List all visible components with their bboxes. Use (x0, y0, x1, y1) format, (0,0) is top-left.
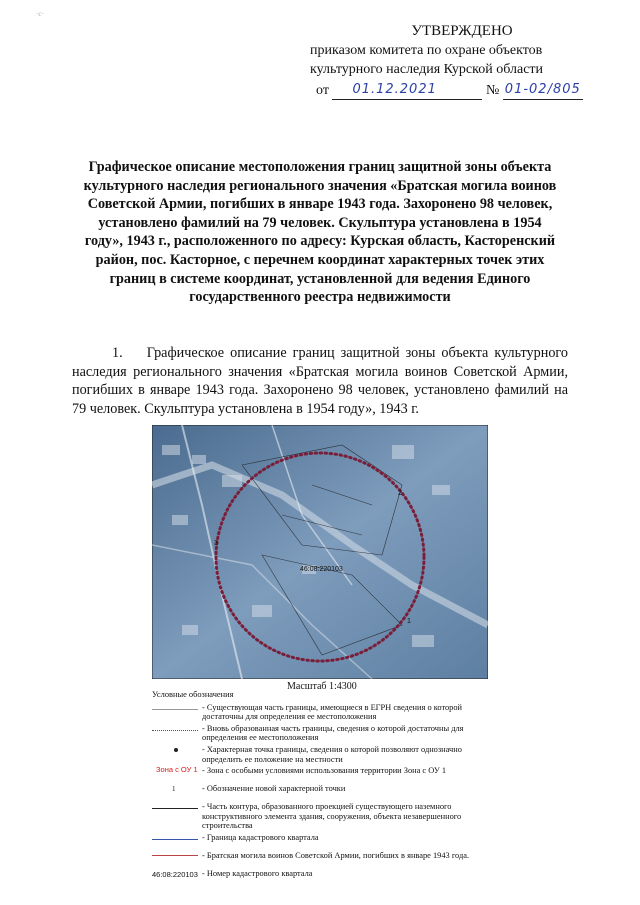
cadastral-number-symbol: 46:08:220103 (152, 869, 198, 879)
number-prefix: № (485, 83, 500, 98)
map-point-2: 2 (398, 490, 402, 497)
grave-symbol (152, 855, 198, 856)
legend-item: - Существующая часть границы, имеющиеся в ЕГРН сведения о которой достаточны для определения ее местоположения (152, 703, 482, 722)
approval-heading: УТВЕРЖДЕНО (411, 23, 513, 39)
number-underline (503, 83, 583, 100)
map-cadastral-label: 46:08:220103 (300, 566, 343, 573)
legend-item: - Братская могила воинов Советской Армии, погибших в январе 1943 года. (152, 851, 482, 867)
handwritten-date: 01.12.2021 (352, 82, 437, 97)
point-symbol (174, 748, 178, 752)
legend-item: 1 - Обозначение новой характерной точки (172, 784, 346, 794)
quarter-boundary-symbol (152, 839, 198, 840)
legend-title: Условные обозначения (152, 690, 234, 699)
map-scale: Масштаб 1:4300 (287, 681, 357, 692)
map-point-1: 1 (407, 618, 411, 625)
site-map (152, 425, 488, 679)
section-text: Графическое описание границ защитной зоны объекта культурного наследия регионального значения «Братская могила воинов Советской Армии, погибших в январе 1943 года. Захоронено 98 человек, установлено фамилий на 79 человек. Скульптура установлена в 1954 году», 1943 г. (72, 345, 568, 417)
legend-item: 46:08:220103 - Номер кадастрового квартала (152, 868, 313, 879)
document-title: Графическое описание местоположения границ защитной зоны объекта культурного наследия регионального значения «Братская могила воинов Советской Армии, погибших в январе 1943 года. Захоронено 98 человек, установлено фамилий на 79 человек. Скульптура установлена в 1954 году», 1943 г., расположенного по адресу: Курская область, Касторенский район, пос. Касторное, с перечнем координат характерных точек этих границ в системе координат, установленной для ведения Единого государственного реестра недвижимости (83, 159, 557, 306)
existing-boundary-symbol (152, 709, 198, 710)
section-1-paragraph (72, 344, 568, 418)
zone-symbol: Зона с ОУ 1 (156, 765, 198, 775)
legend-item: - Граница кадастрового квартала (152, 833, 482, 849)
handwritten-number: 01-02/805 (504, 82, 581, 97)
approval-line-2: культурного наследия Курской области (310, 62, 544, 77)
map-image (152, 425, 488, 679)
map-legend (152, 690, 482, 887)
date-underline (332, 83, 482, 100)
map-point-3: 3 (214, 540, 218, 547)
legend-item: Зона с ОУ 1 - Зона с особыми условиями использования территории Зона с ОУ 1 (156, 765, 447, 776)
new-point-symbol: 1 (172, 785, 176, 794)
approval-block (300, 22, 600, 100)
approval-date-line (300, 81, 600, 100)
corner-mark: ·c· (36, 10, 44, 18)
legend-item: - Характерная точка границы, сведения о которой позволяют однозначно определить ее положение на местности (152, 745, 482, 764)
contour-symbol (152, 808, 198, 809)
section-number: 1. (112, 345, 123, 361)
legend-item: - Часть контура, образованного проекцией существующего наземного конструктивного элемента здания, сооружения, объекта незавершенного строительства (152, 802, 482, 831)
legend-item: - Вновь образованная часть границы, сведения о которой достаточны для определения ее местоположения (152, 724, 482, 743)
new-boundary-symbol (152, 730, 198, 731)
approval-line-1: приказом комитета по охране объектов (310, 43, 543, 58)
date-prefix: от (316, 83, 329, 98)
